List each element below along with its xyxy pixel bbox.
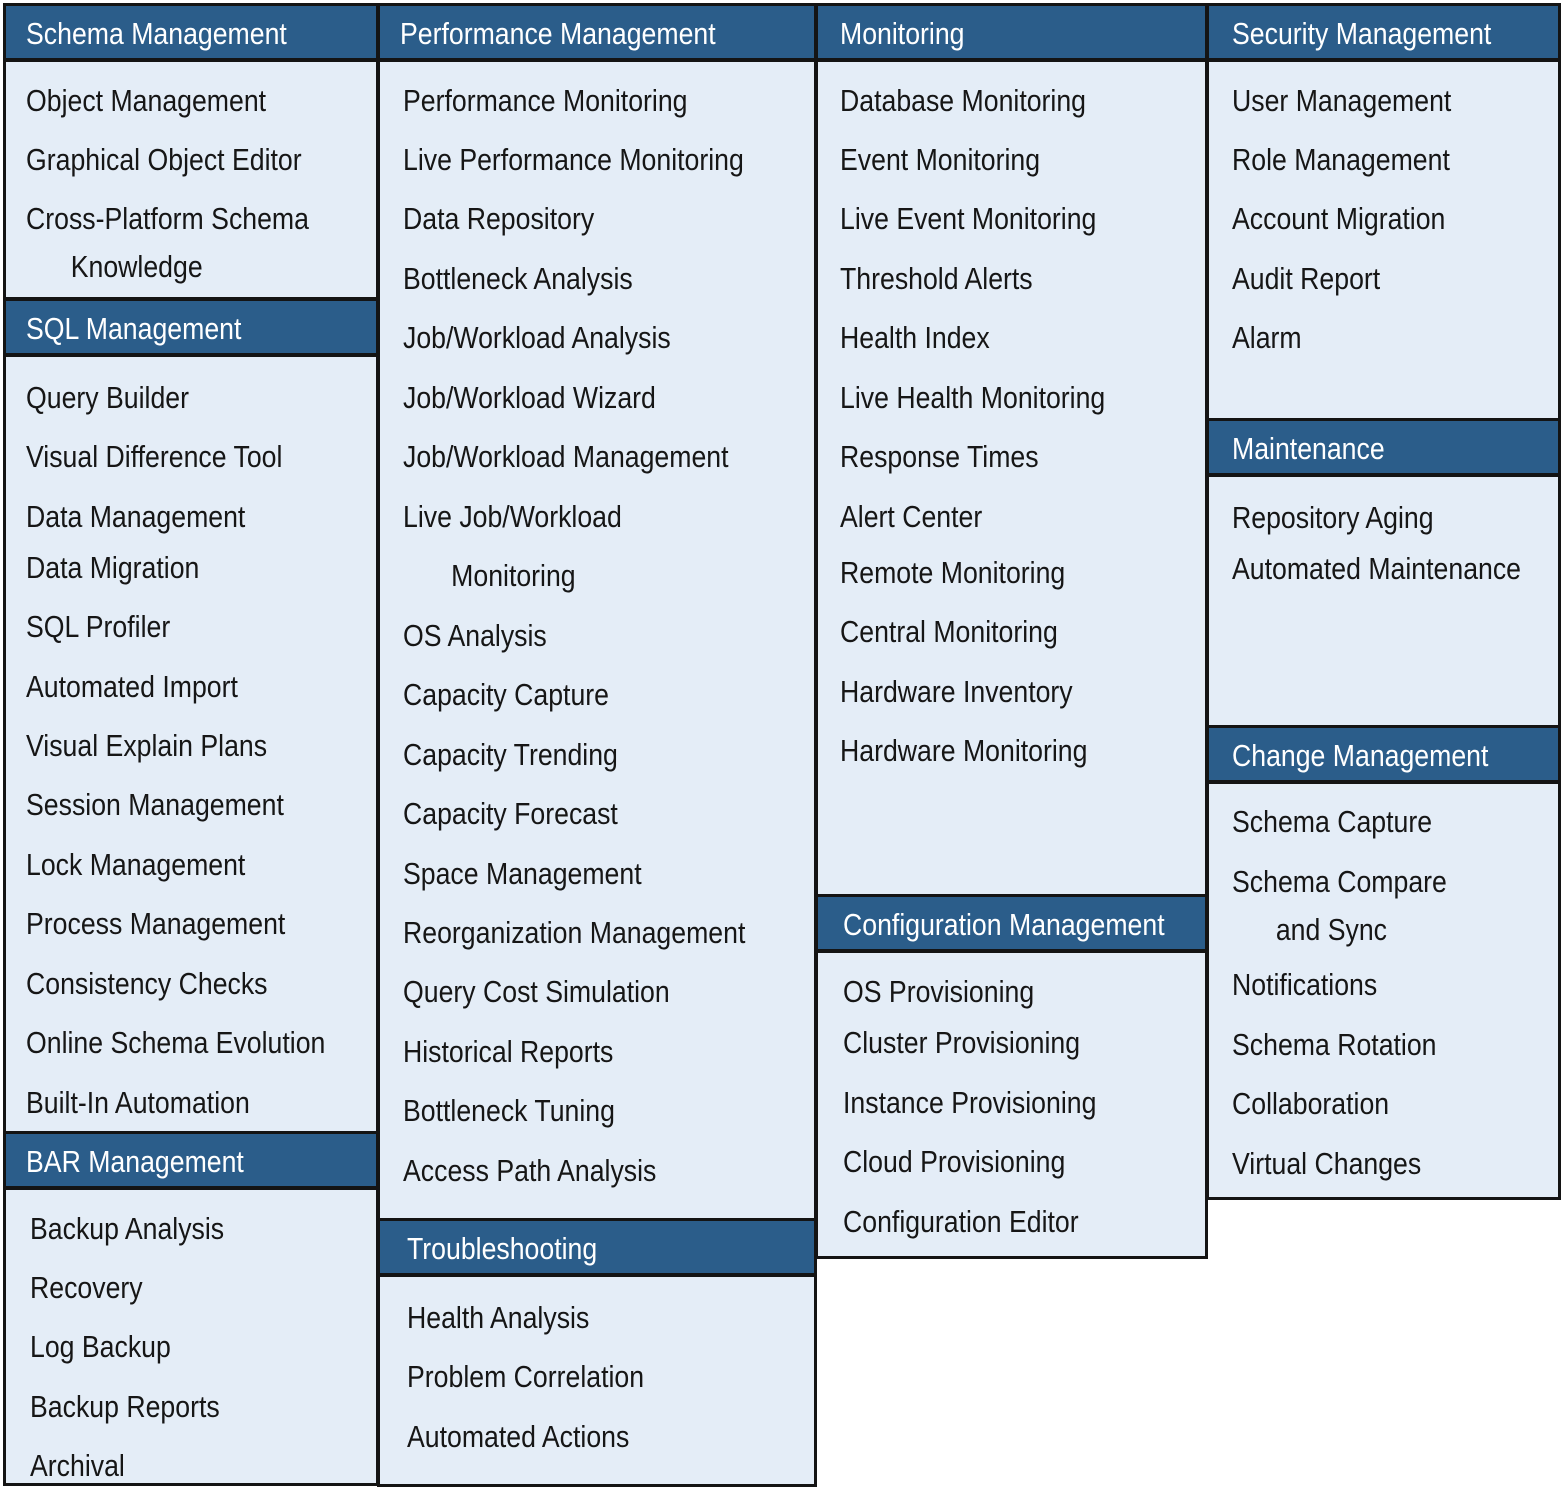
list-item: Instance Provisioning: [843, 1085, 1097, 1120]
list-item: OS Analysis: [403, 618, 547, 653]
list-item: Data Management: [26, 499, 246, 534]
list-item: User Management: [1232, 83, 1452, 118]
list-item: Capacity Forecast: [403, 796, 618, 831]
change-management-header: Change Management: [1209, 728, 1558, 784]
list-item: Backup Analysis: [30, 1211, 225, 1246]
bar-management-header: BAR Management: [6, 1134, 376, 1190]
list-item: Capacity Trending: [403, 737, 618, 772]
list-item: Alarm: [1232, 320, 1302, 355]
list-item: Consistency Checks: [26, 966, 268, 1001]
list-item: Historical Reports: [403, 1034, 614, 1069]
list-item: Health Index: [840, 320, 990, 355]
monitoring-header: Monitoring: [818, 6, 1205, 62]
list-item: Performance Monitoring: [403, 83, 688, 118]
list-item: Role Management: [1232, 142, 1450, 177]
security-management-header: Security Management: [1209, 6, 1558, 62]
configuration-management-panel: [815, 894, 1208, 1259]
list-item: Query Builder: [26, 380, 189, 415]
list-item: Repository Aging: [1232, 500, 1434, 535]
troubleshooting-panel: [377, 1218, 817, 1487]
list-item: Session Management: [26, 787, 284, 822]
performance-management-panel: [377, 3, 817, 1221]
security-management-panel: [1206, 3, 1561, 421]
troubleshooting-header: Troubleshooting: [380, 1221, 814, 1277]
list-item: Job/Workload Analysis: [403, 320, 671, 355]
bar-management-panel: [3, 1131, 379, 1486]
list-item: Cloud Provisioning: [843, 1144, 1066, 1179]
list-item: Access Path Analysis: [403, 1153, 657, 1188]
list-item: Job/Workload Wizard: [403, 380, 656, 415]
list-item: Query Cost Simulation: [403, 974, 670, 1009]
list-item: Online Schema Evolution: [26, 1025, 326, 1060]
list-item: Collaboration: [1232, 1086, 1390, 1121]
list-item: Space Management: [403, 856, 642, 891]
configuration-management-header: Configuration Management: [818, 897, 1205, 953]
schema-management-header: Schema Management: [6, 6, 376, 62]
list-item: Job/Workload Management: [403, 439, 729, 474]
list-item: Backup Reports: [30, 1389, 220, 1424]
list-item: Built-In Automation: [26, 1085, 250, 1120]
list-item: Virtual Changes: [1232, 1146, 1422, 1181]
list-item: Process Management: [26, 906, 286, 941]
list-item: Response Times: [840, 439, 1039, 474]
list-item: Schema Capture: [1232, 804, 1433, 839]
list-item: Audit Report: [1232, 261, 1381, 296]
list-item: Live Performance Monitoring: [403, 142, 744, 177]
list-item: Bottleneck Tuning: [403, 1093, 615, 1128]
list-item: Automated Actions: [407, 1419, 630, 1454]
list-item: Lock Management: [26, 847, 246, 882]
list-item: Alert Center: [840, 499, 983, 534]
list-item: Hardware Monitoring: [840, 733, 1088, 768]
list-item: Database Monitoring: [840, 83, 1087, 118]
list-item: Account Migration: [1232, 201, 1446, 236]
monitoring-panel: [815, 3, 1208, 897]
maintenance-header: Maintenance: [1209, 421, 1558, 477]
list-item: SQL Profiler: [26, 609, 171, 644]
change-management-panel: [1206, 725, 1561, 1200]
schema-management-panel: [3, 3, 379, 300]
list-item: Object Management: [26, 83, 267, 118]
list-item: Schema Rotation: [1232, 1027, 1437, 1062]
list-item: Configuration Editor: [843, 1204, 1079, 1239]
list-item: Log Backup: [30, 1329, 171, 1364]
list-item: Visual Difference Tool: [26, 439, 283, 474]
list-item: Event Monitoring: [840, 142, 1041, 177]
list-item: Problem Correlation: [407, 1359, 645, 1394]
list-item: Recovery: [30, 1270, 143, 1305]
list-item: Live Event Monitoring: [840, 201, 1097, 236]
list-item: Bottleneck Analysis: [403, 261, 633, 296]
list-item: Threshold Alerts: [840, 261, 1033, 296]
list-item: Notifications: [1232, 967, 1378, 1002]
list-item: Cluster Provisioning: [843, 1025, 1081, 1060]
list-item: Visual Explain Plans: [26, 728, 268, 763]
list-item: Cross-Platform Schema Knowledge: [26, 201, 309, 284]
list-item: Live Health Monitoring: [840, 380, 1106, 415]
list-item: Health Analysis: [407, 1300, 590, 1335]
performance-management-header: Performance Management: [380, 6, 814, 62]
list-item: Capacity Capture: [403, 677, 609, 712]
list-item: Automated Import: [26, 669, 238, 704]
list-item: Data Migration: [26, 550, 200, 585]
list-item: Remote Monitoring: [840, 555, 1066, 590]
list-item: Graphical Object Editor: [26, 142, 302, 177]
list-item: Schema Compare and Sync: [1232, 864, 1447, 947]
list-item: Reorganization Management: [403, 915, 746, 950]
list-item: Central Monitoring: [840, 614, 1058, 649]
list-item: Live Job/Workload Monitoring: [403, 499, 622, 593]
sql-management-header: SQL Management: [6, 301, 376, 357]
list-item: Data Repository: [403, 201, 595, 236]
sql-management-panel: [3, 298, 379, 1134]
list-item: Archival: [30, 1448, 125, 1483]
maintenance-panel: [1206, 418, 1561, 728]
list-item: Automated Maintenance: [1232, 551, 1522, 586]
list-item: Hardware Inventory: [840, 674, 1073, 709]
list-item: OS Provisioning: [843, 974, 1035, 1009]
